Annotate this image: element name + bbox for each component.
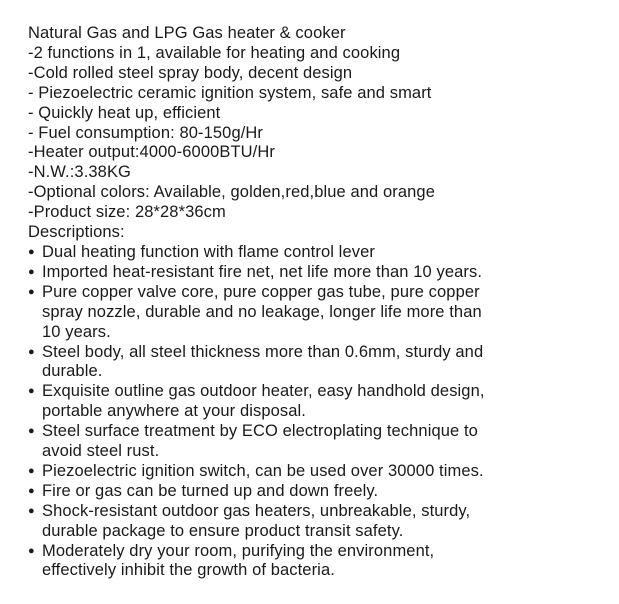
description-item [28,422,613,462]
feature-item: -Optional colors: Available, golden,red,blue and orange [28,183,435,202]
description-text: ● Steel body, all steel thickness more than 0.6mm, sturdy and durable. [42,342,484,381]
description-text: ● Pure copper valve core, pure copper gas tube, pure copper spray nozzle, durable and no leakage, longer life more than 10 years. [42,282,482,341]
description-text: ● Dual heating function with flame control lever [42,242,375,261]
description-item [28,462,613,482]
feature-item: - Piezoelectric ceramic ignition system, safe and smart [28,83,432,102]
feature-list [28,44,613,223]
description-list [28,243,613,581]
description-text: ● Steel surface treatment by ECO electroplating technique to avoid steel rust. [42,422,478,461]
feature-item: -Heater output:4000-6000BTU/Hr [28,143,275,162]
description-text: ● Imported heat-resistant fire net, net life more than 10 years. [42,262,483,281]
feature-item: -Product size: 28*28*36cm [28,203,226,222]
description-text: ● Moderately dry your room, purifying the environment, effectively inhibit the growth of bacteria. [42,541,435,580]
description-item [28,243,613,263]
description-item [28,482,613,502]
description-text: ● Exquisite outline gas outdoor heater, easy handhold design, portable anywhere at your disposal. [42,382,485,421]
feature-item: -Cold rolled steel spray body, decent design [28,63,353,82]
description-text: ● Piezoelectric ignition switch, can be used over 30000 times. [42,461,484,480]
description-item [28,263,613,283]
feature-item: - Quickly heat up, efficient [28,103,221,122]
description-item [28,343,613,383]
descriptions-heading: Descriptions: [28,223,125,242]
description-item [28,382,613,422]
product-title: Natural Gas and LPG Gas heater & cooker [28,24,346,42]
description-text: ● Shock-resistant outdoor gas heaters, unbreakable, sturdy, durable package to ensure product transit safety. [42,501,471,540]
feature-item: -N.W.:3.38KG [28,163,131,182]
product-spec-document [28,24,613,581]
feature-item: - Fuel consumption: 80-150g/Hr [28,123,264,142]
description-text: ● Fire or gas can be turned up and down freely. [42,481,379,500]
description-item [28,283,613,343]
description-item [28,542,613,582]
feature-item: -2 functions in 1, available for heating and cooking [28,43,401,62]
description-item [28,502,613,542]
